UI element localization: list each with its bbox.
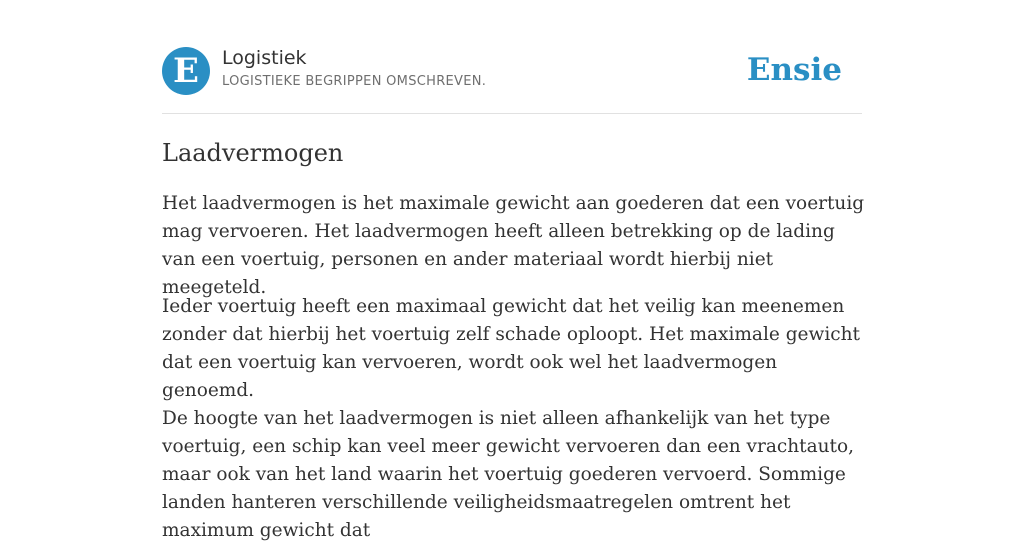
article-paragraph-2: Ieder voertuig heeft een maximaal gewicht dat het veilig kan meenemen zonder dat hierbij het voertuig zelf schade oploopt. Het maximale gewicht dat een voertuig kan vervoeren, wordt ook wel het laadvermogen genoemd. <box>162 296 860 401</box>
site-tagline: LOGISTIEKE BEGRIPPEN OMSCHREVEN. <box>222 74 487 89</box>
site-header <box>162 0 862 114</box>
article-paragraph-1: Het laadvermogen is het maximale gewicht aan goederen dat een voertuig mag vervoeren. Het laadvermogen heeft alleen betrekking op de lading van een voertuig, personen en ander materiaal wordt hierbij niet meegeteld. <box>162 193 865 298</box>
ensie-logo-icon[interactable]: E <box>162 47 210 95</box>
ensie-brand-link[interactable]: Ensie <box>746 52 842 88</box>
article-paragraph-3: De hoogte van het laadvermogen is niet alleen afhankelijk van het type voertuig, een schip kan veel meer gewicht vervoeren dan een vrachtauto, maar ook van het land waarin het voertuig goederen vervoerd. Sommige landen hanteren verschillende veiligheidsmaatregelen omtrent het maximum gewicht dat <box>162 408 854 541</box>
page-title: Laadvermogen <box>162 139 344 167</box>
page-container <box>162 0 865 541</box>
site-name-link[interactable]: Logistiek <box>222 47 307 69</box>
